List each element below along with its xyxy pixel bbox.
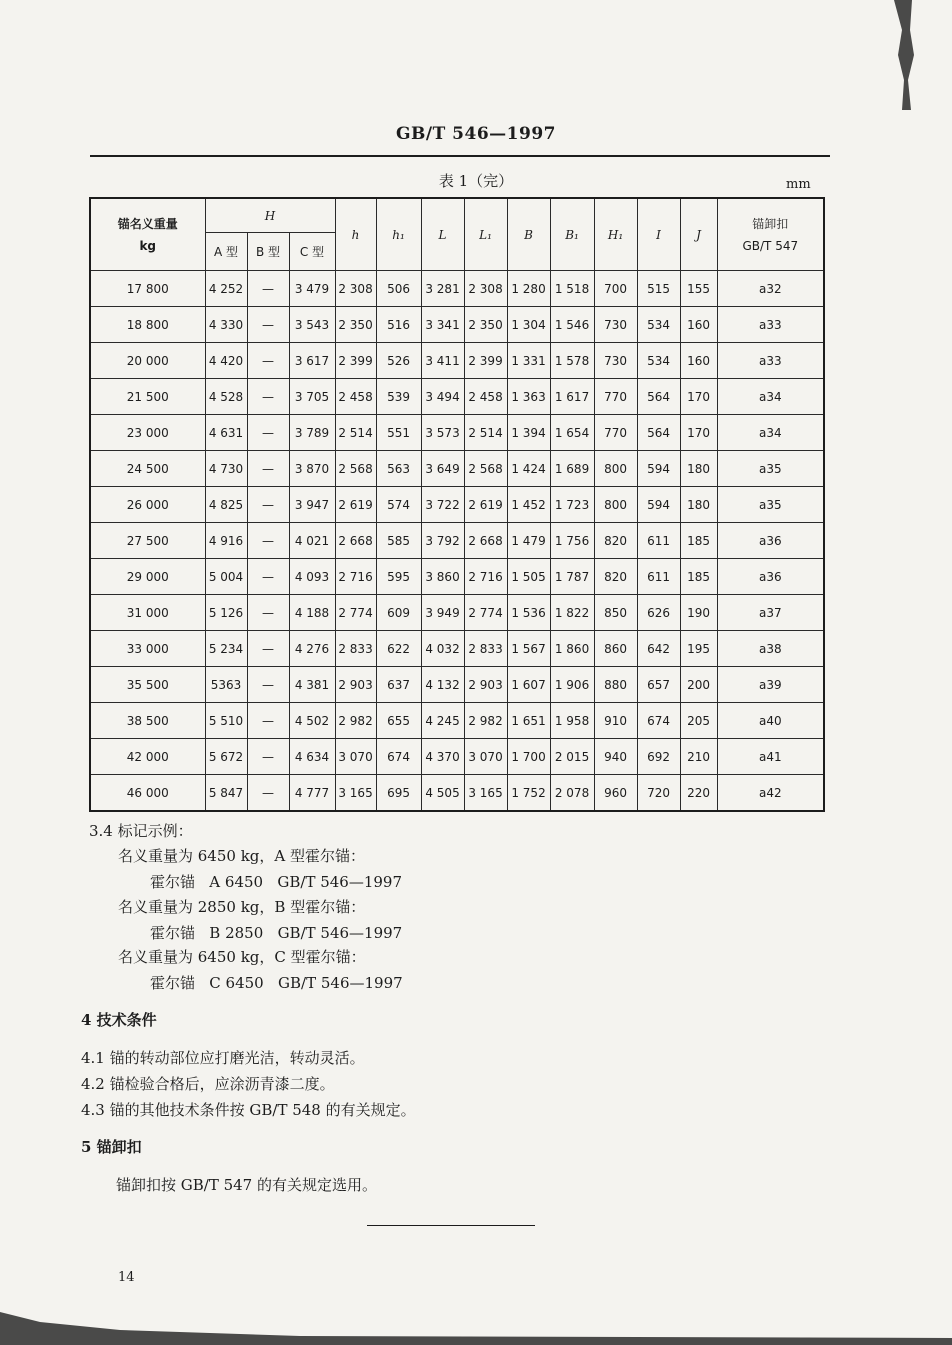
cell-H1: 730	[594, 343, 637, 379]
example-c-description: 名义重量为 6450 kg，C 型霍尔锚：	[118, 948, 366, 966]
cell-I: 692	[637, 739, 680, 775]
table-row	[90, 415, 824, 451]
cell-h1: 637	[376, 667, 421, 703]
table-row	[90, 307, 824, 343]
cell-J: 160	[680, 307, 717, 343]
cell-h1: 516	[376, 307, 421, 343]
cell-H-type-c: 4 276	[289, 631, 335, 667]
cell-H-type-c: 3 870	[289, 451, 335, 487]
cell-B: 1 304	[507, 307, 550, 343]
cell-B1: 2 015	[550, 739, 594, 775]
cell-H1: 880	[594, 667, 637, 703]
cell-h1: 526	[376, 343, 421, 379]
cell-B1: 1 906	[550, 667, 594, 703]
cell-B1: 1 689	[550, 451, 594, 487]
example-b-description: 名义重量为 2850 kg，B 型霍尔锚：	[118, 898, 366, 916]
anchor-dimension-table	[89, 197, 825, 812]
cell-L: 3 949	[421, 595, 464, 631]
cell-H-type-a: 4 730	[205, 451, 247, 487]
cell-shackle: a33	[717, 343, 824, 379]
section-5-heading: 5 锚卸扣	[81, 1138, 142, 1156]
cell-H-type-c: 3 479	[289, 271, 335, 307]
cell-J: 220	[680, 775, 717, 812]
cell-H1: 800	[594, 451, 637, 487]
cell-nominal-weight: 18 800	[90, 307, 205, 343]
cell-h1: 622	[376, 631, 421, 667]
cell-L1: 2 350	[464, 307, 507, 343]
cell-H-type-b: —	[247, 271, 289, 307]
cell-L: 3 341	[421, 307, 464, 343]
header-cell-h1: h₁	[376, 198, 421, 271]
cell-H1: 800	[594, 487, 637, 523]
table-row	[90, 451, 824, 487]
cell-J: 185	[680, 559, 717, 595]
cell-L1: 2 514	[464, 415, 507, 451]
cell-H-type-c: 3 617	[289, 343, 335, 379]
cell-H1: 850	[594, 595, 637, 631]
header-cell-H1: H₁	[594, 198, 637, 271]
header-cell-H: H	[205, 198, 335, 233]
table-row	[90, 631, 824, 667]
cell-shackle: a40	[717, 703, 824, 739]
cell-B1: 1 518	[550, 271, 594, 307]
cell-B1: 1 723	[550, 487, 594, 523]
section-4-heading: 4 技术条件	[81, 1011, 157, 1029]
cell-H1: 770	[594, 415, 637, 451]
cell-H-type-b: —	[247, 523, 289, 559]
header-weight-label: 锚名义重量	[117, 216, 178, 231]
cell-nominal-weight: 31 000	[90, 595, 205, 631]
cell-J: 190	[680, 595, 717, 631]
cell-H-type-c: 3 947	[289, 487, 335, 523]
cell-L1: 2 399	[464, 343, 507, 379]
cell-H1: 730	[594, 307, 637, 343]
cell-h1: 506	[376, 271, 421, 307]
header-cell-type-c: C 型	[289, 233, 335, 271]
cell-shackle: a35	[717, 487, 824, 523]
cell-L: 3 494	[421, 379, 464, 415]
header-cell-type-b: B 型	[247, 233, 289, 271]
table-row	[90, 775, 824, 812]
cell-B1: 2 078	[550, 775, 594, 812]
cell-B1: 1 578	[550, 343, 594, 379]
table-row	[90, 271, 824, 307]
cell-H1: 960	[594, 775, 637, 812]
cell-B: 1 607	[507, 667, 550, 703]
cell-L1: 2 668	[464, 523, 507, 559]
cell-H-type-a: 4 330	[205, 307, 247, 343]
table-row	[90, 487, 824, 523]
cell-H-type-a: 5363	[205, 667, 247, 703]
cell-H-type-c: 4 093	[289, 559, 335, 595]
cell-nominal-weight: 26 000	[90, 487, 205, 523]
cell-h: 3 070	[335, 739, 376, 775]
cell-H-type-a: 5 672	[205, 739, 247, 775]
cell-I: 674	[637, 703, 680, 739]
cell-H-type-c: 4 188	[289, 595, 335, 631]
page-header-standard-id: GB/T 546—1997	[396, 124, 556, 144]
cell-nominal-weight: 27 500	[90, 523, 205, 559]
cell-h: 2 982	[335, 703, 376, 739]
header-shackle-standard: GB/T 547	[742, 238, 799, 253]
cell-H-type-a: 4 528	[205, 379, 247, 415]
cell-B: 1 452	[507, 487, 550, 523]
cell-L1: 2 833	[464, 631, 507, 667]
cell-J: 180	[680, 451, 717, 487]
cell-h: 2 568	[335, 451, 376, 487]
cell-shackle: a42	[717, 775, 824, 812]
cell-H1: 940	[594, 739, 637, 775]
cell-H-type-c: 4 634	[289, 739, 335, 775]
cell-I: 642	[637, 631, 680, 667]
cell-H-type-b: —	[247, 739, 289, 775]
cell-h1: 609	[376, 595, 421, 631]
cell-B: 1 479	[507, 523, 550, 559]
cell-H-type-c: 3 789	[289, 415, 335, 451]
cell-H-type-b: —	[247, 667, 289, 703]
cell-H-type-b: —	[247, 559, 289, 595]
cell-h1: 595	[376, 559, 421, 595]
cell-B: 1 567	[507, 631, 550, 667]
cell-H-type-a: 5 126	[205, 595, 247, 631]
header-cell-shackle	[717, 198, 824, 271]
cell-I: 720	[637, 775, 680, 812]
cell-L: 3 573	[421, 415, 464, 451]
cell-H-type-c: 3 705	[289, 379, 335, 415]
header-cell-B1: B₁	[550, 198, 594, 271]
header-cell-nominal-weight	[90, 198, 205, 271]
cell-L1: 2 458	[464, 379, 507, 415]
cell-H-type-c: 3 543	[289, 307, 335, 343]
cell-h1: 674	[376, 739, 421, 775]
cell-J: 180	[680, 487, 717, 523]
cell-H1: 820	[594, 559, 637, 595]
cell-I: 564	[637, 415, 680, 451]
cell-H-type-b: —	[247, 631, 289, 667]
table-row	[90, 523, 824, 559]
header-cell-L: L	[421, 198, 464, 271]
cell-B: 1 505	[507, 559, 550, 595]
cell-L1: 2 903	[464, 667, 507, 703]
cell-h: 2 903	[335, 667, 376, 703]
section-5-text: 锚卸扣按 GB/T 547 的有关规定选用。	[116, 1176, 377, 1194]
cell-h: 2 774	[335, 595, 376, 631]
cell-h1: 695	[376, 775, 421, 812]
header-cell-J: J	[680, 198, 717, 271]
cell-h: 2 514	[335, 415, 376, 451]
cell-I: 611	[637, 559, 680, 595]
cell-shackle: a36	[717, 559, 824, 595]
cell-L1: 2 619	[464, 487, 507, 523]
cell-L1: 3 165	[464, 775, 507, 812]
cell-L1: 2 308	[464, 271, 507, 307]
section-3-4-heading: 3.4 标记示例：	[89, 822, 193, 840]
cell-nominal-weight: 17 800	[90, 271, 205, 307]
cell-L: 4 132	[421, 667, 464, 703]
cell-B1: 1 756	[550, 523, 594, 559]
cell-L: 3 411	[421, 343, 464, 379]
cell-H-type-a: 4 420	[205, 343, 247, 379]
cell-I: 564	[637, 379, 680, 415]
cell-H-type-c: 4 502	[289, 703, 335, 739]
cell-L1: 2 982	[464, 703, 507, 739]
cell-h: 2 716	[335, 559, 376, 595]
cell-H-type-a: 5 510	[205, 703, 247, 739]
example-c-mark: 霍尔锚 C 6450 GB/T 546—1997	[150, 974, 403, 992]
header-cell-type-a: A 型	[205, 233, 247, 271]
cell-L: 3 281	[421, 271, 464, 307]
page-number: 14	[118, 1270, 135, 1285]
cell-H-type-b: —	[247, 775, 289, 812]
cell-B: 1 536	[507, 595, 550, 631]
header-rule	[90, 155, 830, 157]
cell-H1: 910	[594, 703, 637, 739]
cell-J: 205	[680, 703, 717, 739]
example-a-mark: 霍尔锚 A 6450 GB/T 546—1997	[150, 873, 403, 891]
cell-J: 155	[680, 271, 717, 307]
cell-shackle: a38	[717, 631, 824, 667]
section-4-3: 4.3 锚的其他技术条件按 GB/T 548 的有关规定。	[81, 1101, 416, 1119]
cell-shackle: a34	[717, 379, 824, 415]
cell-H-type-a: 5 234	[205, 631, 247, 667]
cell-H-type-b: —	[247, 451, 289, 487]
cell-I: 594	[637, 487, 680, 523]
cell-B1: 1 546	[550, 307, 594, 343]
table-row	[90, 703, 824, 739]
cell-H-type-b: —	[247, 487, 289, 523]
cell-nominal-weight: 29 000	[90, 559, 205, 595]
scan-edge-mark	[890, 0, 916, 110]
cell-L: 3 722	[421, 487, 464, 523]
cell-H-type-b: —	[247, 307, 289, 343]
cell-L1: 2 568	[464, 451, 507, 487]
cell-L1: 2 716	[464, 559, 507, 595]
cell-J: 170	[680, 379, 717, 415]
table-row	[90, 343, 824, 379]
cell-H-type-b: —	[247, 379, 289, 415]
cell-I: 534	[637, 343, 680, 379]
cell-H-type-b: —	[247, 703, 289, 739]
cell-H-type-a: 4 825	[205, 487, 247, 523]
table-caption: 表 1（完）	[438, 172, 514, 190]
table-unit: mm	[786, 177, 811, 192]
header-weight-unit: kg	[139, 238, 157, 253]
cell-H-type-a: 4 252	[205, 271, 247, 307]
cell-shackle: a34	[717, 415, 824, 451]
cell-H-type-c: 4 381	[289, 667, 335, 703]
cell-B: 1 424	[507, 451, 550, 487]
cell-B1: 1 860	[550, 631, 594, 667]
cell-B1: 1 958	[550, 703, 594, 739]
cell-h1: 585	[376, 523, 421, 559]
cell-L: 4 032	[421, 631, 464, 667]
example-a-description: 名义重量为 6450 kg，A 型霍尔锚：	[118, 847, 366, 865]
cell-h1: 539	[376, 379, 421, 415]
cell-B: 1 700	[507, 739, 550, 775]
cell-h1: 551	[376, 415, 421, 451]
cell-h1: 574	[376, 487, 421, 523]
header-cell-I: I	[637, 198, 680, 271]
cell-H-type-b: —	[247, 343, 289, 379]
cell-H1: 820	[594, 523, 637, 559]
cell-L1: 3 070	[464, 739, 507, 775]
cell-h1: 563	[376, 451, 421, 487]
cell-shackle: a37	[717, 595, 824, 631]
table-row	[90, 739, 824, 775]
cell-nominal-weight: 35 500	[90, 667, 205, 703]
cell-L: 3 860	[421, 559, 464, 595]
cell-H1: 770	[594, 379, 637, 415]
cell-I: 611	[637, 523, 680, 559]
scan-bottom-edge	[0, 1300, 952, 1345]
header-cell-B: B	[507, 198, 550, 271]
cell-H-type-b: —	[247, 415, 289, 451]
cell-B1: 1 654	[550, 415, 594, 451]
cell-J: 170	[680, 415, 717, 451]
cell-J: 160	[680, 343, 717, 379]
cell-L1: 2 774	[464, 595, 507, 631]
table-row	[90, 595, 824, 631]
cell-h: 2 458	[335, 379, 376, 415]
header-cell-h: h	[335, 198, 376, 271]
cell-L: 4 505	[421, 775, 464, 812]
cell-h: 3 165	[335, 775, 376, 812]
cell-B: 1 394	[507, 415, 550, 451]
cell-shackle: a33	[717, 307, 824, 343]
cell-shackle: a35	[717, 451, 824, 487]
example-b-mark: 霍尔锚 B 2850 GB/T 546—1997	[150, 924, 403, 942]
cell-H-type-a: 4 631	[205, 415, 247, 451]
cell-I: 534	[637, 307, 680, 343]
cell-L: 4 370	[421, 739, 464, 775]
cell-L: 4 245	[421, 703, 464, 739]
cell-h: 2 350	[335, 307, 376, 343]
table-body	[90, 271, 824, 812]
cell-h: 2 308	[335, 271, 376, 307]
cell-shackle: a41	[717, 739, 824, 775]
cell-h: 2 399	[335, 343, 376, 379]
section-4-1: 4.1 锚的转动部位应打磨光洁，转动灵活。	[81, 1049, 365, 1067]
cell-nominal-weight: 33 000	[90, 631, 205, 667]
cell-shackle: a39	[717, 667, 824, 703]
cell-J: 200	[680, 667, 717, 703]
cell-H-type-a: 4 916	[205, 523, 247, 559]
cell-B: 1 280	[507, 271, 550, 307]
cell-h1: 655	[376, 703, 421, 739]
cell-B: 1 363	[507, 379, 550, 415]
cell-H1: 700	[594, 271, 637, 307]
cell-nominal-weight: 42 000	[90, 739, 205, 775]
cell-H-type-a: 5 004	[205, 559, 247, 595]
cell-nominal-weight: 21 500	[90, 379, 205, 415]
cell-B: 1 331	[507, 343, 550, 379]
cell-nominal-weight: 24 500	[90, 451, 205, 487]
cell-shackle: a32	[717, 271, 824, 307]
header-shackle-label: 锚卸扣	[752, 216, 789, 231]
cell-H-type-a: 5 847	[205, 775, 247, 812]
section-4-2: 4.2 锚检验合格后，应涂沥青漆二度。	[81, 1075, 335, 1093]
cell-B: 1 651	[507, 703, 550, 739]
cell-H-type-c: 4 021	[289, 523, 335, 559]
cell-H-type-c: 4 777	[289, 775, 335, 812]
table-row	[90, 667, 824, 703]
cell-J: 210	[680, 739, 717, 775]
cell-nominal-weight: 38 500	[90, 703, 205, 739]
cell-shackle: a36	[717, 523, 824, 559]
cell-I: 657	[637, 667, 680, 703]
cell-nominal-weight: 46 000	[90, 775, 205, 812]
cell-nominal-weight: 23 000	[90, 415, 205, 451]
cell-J: 185	[680, 523, 717, 559]
cell-L: 3 649	[421, 451, 464, 487]
cell-h: 2 619	[335, 487, 376, 523]
end-rule	[367, 1225, 535, 1226]
cell-I: 515	[637, 271, 680, 307]
table-row	[90, 379, 824, 415]
cell-H1: 860	[594, 631, 637, 667]
cell-J: 195	[680, 631, 717, 667]
cell-I: 626	[637, 595, 680, 631]
cell-nominal-weight: 20 000	[90, 343, 205, 379]
table-row	[90, 559, 824, 595]
header-cell-L1: L₁	[464, 198, 507, 271]
cell-B1: 1 617	[550, 379, 594, 415]
cell-h: 2 833	[335, 631, 376, 667]
cell-h: 2 668	[335, 523, 376, 559]
cell-I: 594	[637, 451, 680, 487]
cell-L: 3 792	[421, 523, 464, 559]
cell-B: 1 752	[507, 775, 550, 812]
cell-B1: 1 822	[550, 595, 594, 631]
cell-B1: 1 787	[550, 559, 594, 595]
cell-H-type-b: —	[247, 595, 289, 631]
